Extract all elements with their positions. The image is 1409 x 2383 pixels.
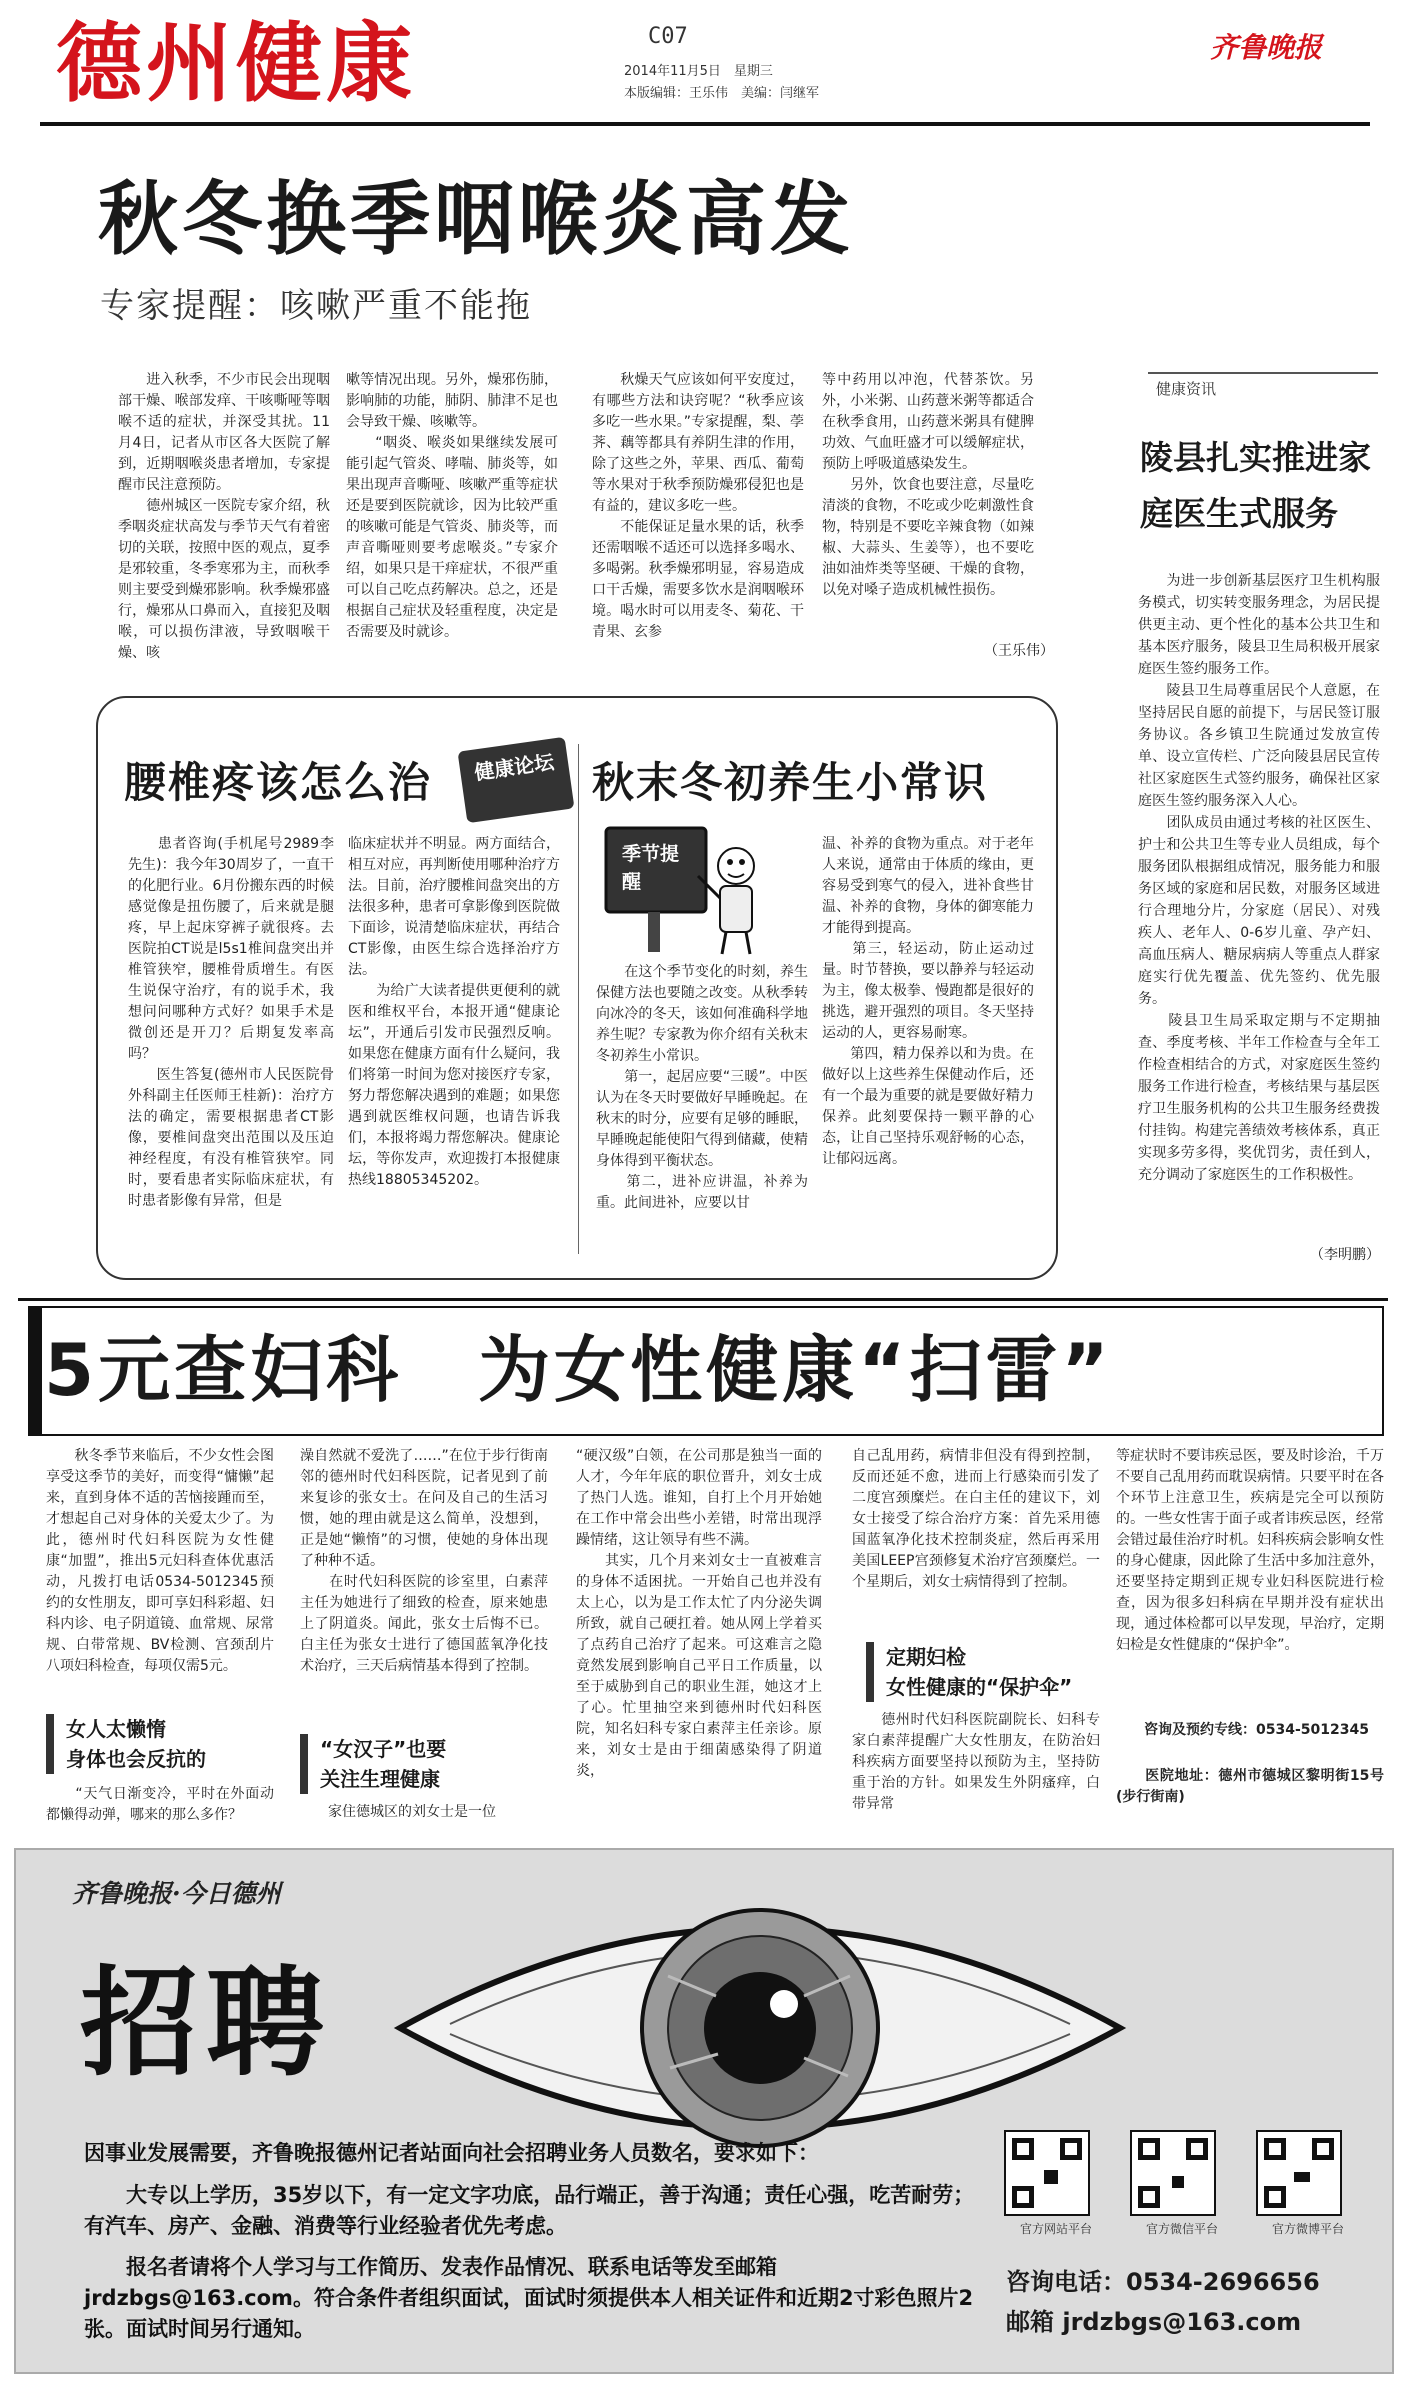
story2-address-line: 医院地址：德州市德城区黎明街15号(步行街南) <box>1116 1768 1384 1805</box>
sidebar-rule <box>1148 372 1378 374</box>
masthead-title: 德州健康 <box>56 14 416 114</box>
story-column-2: 嗽等情况出现。另外，燥邪伤肺，影响肺的功能，肺阴、肺津不足也会导致干燥、咳嗽等。 “咽炎、喉炎如果继续发展可能引起气管炎、哮喘、肺炎等，如果出现声音嘶哑、咳嗽严重等症状还是要到医院就诊，因为比较严重的咳嗽可能是气管炎、肺炎等，而声音嘶哑则要考虑喉炎。”专家介绍，如果只是干痒症状，不很严重可以自己吃点药解决。总之，还是根据自己症状及轻重程度，决定是否需要及时就诊。 <box>346 372 558 640</box>
ad-requirements: 大专以上学历，35岁以下，有一定文字功底，品行端正，善于沟通；责任心强，吃苦耐劳；有汽车、房产、金融、消费等行业经验者优先考虑。 <box>84 2183 975 2238</box>
qr-website <box>1004 2130 1108 2237</box>
sidebar-body: 为进一步创新基层医疗卫生机构服务模式，切实转变服务理念，为居民提供更主动、更个性化的基本公共卫生和基本医疗服务，陵县卫生局积极开展家庭医生签约服务工作。 陵县卫生局尊重居民个人意愿，在坚持居民自愿的前提下，与居民签订服务协议。各乡镇卫生院通过发放宣传单、设立宣传栏、广泛向陵县居民宣传社区家庭医生式签约服务，确保社区家庭医生签约服务深入人心。 团队成员由通过考核的社区医生、护士和公共卫生等专业人员组成，每个服务团队根据组成情况，服务能力和服务区域的家庭和居民数，对服务区域进行合理地分片，分家庭（居民）、对残疾人、老年人、0-6岁儿童、孕产妇、高血压病人、糖尿病病人等重点人群家庭实行优先覆盖、优先签约、优先服务。 陵县卫生局采取定期与不定期抽查、季度考核、半年工作检查与全年工作检查相结合的方式，对家庭医生签约服务工作进行检查，考核结果与基层医疗卫生服务机构的公共卫生服务经费拨付挂钩。构建完善绩效考核体系，真正实现多劳多得，奖优罚劣，责任到人，充分调动了家庭医生的工作积极性。 <box>1138 573 1380 1183</box>
qr-code-icon <box>1256 2130 1342 2216</box>
story2-column-4b: 德州时代妇科医院副院长、妇科专家白素萍提醒广大女性朋友，在防治妇科疾病方面要坚持以预防为主，坚持防重于治的方针。如果发生外阴瘙痒，白带异常 <box>852 1712 1100 1812</box>
story-byline: （王乐伟） <box>984 643 1054 659</box>
qr-website-label: 官方网站平台 <box>1019 2222 1092 2236</box>
story2-column-2b: 家住德城区的刘女士是一位 <box>300 1804 496 1820</box>
story2-consult-line: 咨询及预约专线：0534-5012345 <box>1116 1722 1369 1738</box>
story-column-3: 秋燥天气应该如何平安度过，有哪些方法和诀窍呢？“秋季应该多吃一些水果。”专家提醒，梨、荸荠、藕等都具有养阴生津的作用，除了这些之外，苹果、西瓜、葡萄等水果对于秋季预防燥邪侵犯也是有益的，建议多吃一些。 不能保证足量水果的话，秋季还需咽喉不适还可以选择多喝水、多喝粥。秋季燥邪明显，容易造成口干舌燥，需要多饮水是润咽喉环境。喝水时可以用麦冬、菊花、干青果、玄参 <box>592 372 804 640</box>
story2-headline: 5元查妇科 为女性健康“扫雷” <box>44 1328 1113 1412</box>
box-right-column-2: 温、补养的食物为重点。对于老年人来说，通常由于体质的缘由，更容易受到寒气的侵入，进补食些甘温、补养的食物，身体的御寒能力才能得到提高。 第三，轻运动，防止运动过量。时节替换，要以静养与轻运动为主，像太极拳、慢跑都是很好的挑选，避开强烈的项目。冬天坚持运动的人，更容易耐寒。 第四，精力保养以和为贵。在做好以上这些养生保健动作后，还有一个最为重要的就是要做好精力保养。此刻要保持一颗平静的心态，让自己坚持乐观舒畅的心态，让郁闷远离。 <box>822 836 1034 1167</box>
ad-title: 招聘 <box>80 1954 333 2092</box>
qr-weibo-label: 官方微博平台 <box>1271 2222 1344 2236</box>
box-headline-right: 秋末冬初养生小常识 <box>592 758 989 807</box>
ad-brand: 齐鲁晚报·今日德州 <box>72 1879 281 1908</box>
story2-column-3: “硬汉级”白领，在公司那是独当一面的人才，今年年底的职位晋升，刘女士成了热门人选。谁知，自打上个月开始她在工作中常会出些小差错，时常出现浮躁情绪，这让领导有些不满。 其实，几个月来刘女士一直被难言的身体不适困扰。一开始自己也并没有太上心，以为是工作太忙了内分泌失调所致，就自己硬扛着。她从网上学着买了点药自己治疗了起来。可这难言之隐竟然发展到影响自己平日工作质量，以至于威胁到自己的职业生涯，她这才上了心。忙里抽空来到德州时代妇科医院，知名妇科专家白素萍主任亲诊。原来，刘女士是由于细菌感染得了阴道炎， <box>576 1448 822 1779</box>
qr-code-group <box>1004 2130 1384 2236</box>
ad-email: 邮箱 jrdzbgs@163.com <box>1006 2308 1302 2336</box>
story2-column-4: 自己乱用药，病情非但没有得到控制，反而还延不愈，进而上行感染而引发了二度宫颈糜烂。在白主任的建议下，刘女士接受了综合治疗方案：首先采用德国蓝氧净化技术控制炎症，然后再采用美国LEEP宫颈修复术治疗宫颈糜烂。一个星期后，刘女士病情得到了控制。 <box>852 1448 1100 1590</box>
sidebar-tag: 健康资讯 <box>1156 380 1217 398</box>
season-reminder-badge <box>602 820 772 960</box>
qr-wechat <box>1130 2130 1234 2237</box>
story2-column-2: 澡自然就不爱洗了……”在位于步行街南邻的德州时代妇科医院，记者见到了前来复诊的张女士。在问及自己的生活习惯，她的理由就是这么简单，没想到，正是她“懒惰”的习惯，使她的身体出现了种种不适。 在时代妇科医院的诊室里，白素萍主任为她进行了细致的检查，原来她患上了阴道炎。闻此，张女士后悔不已。白主任为张女士进行了德国蓝氧净化技术治疗，三天后病情基本得到了控制。 <box>300 1448 548 1674</box>
story-column-1: 进入秋季，不少市民会出现咽部干燥、喉部发痒、干咳嘶哑等咽喉不适的症状，并深受其扰。11月4日，记者从市区各大医院了解到，近期咽喉炎患者增加，专家提醒市民注意预防。 德州城区一医院专家介绍，秋季咽炎症状高发与季节天气有着密切的关联，按照中医的观点，夏季是邪较重，冬季寒邪为主，而秋季则主要受到燥邪影响。秋季燥邪盛行，燥邪从口鼻而入，直接犯及咽喉，可以损伤津液，导致咽喉干燥、咳 <box>118 372 330 661</box>
issue-editors: 本版编辑：王乐伟 美编：闫继军 <box>624 86 820 101</box>
page-number: C07 <box>648 24 688 49</box>
issue-date: 2014年11月5日 星期三 <box>624 64 773 79</box>
qr-code-icon <box>1004 2130 1090 2216</box>
season-badge-label: 季节提醒 <box>622 843 680 893</box>
ad-application: 报名者请将个人学习与工作简历、发表作品情况、联系电话等发至邮箱jrdzbgs@163.com。符合条件者组织面试，面试时须提供本人相关证件和近期2寸彩色照片2张。面试时间另行通知。 <box>84 2255 974 2341</box>
story2-subhead-3: 定期妇检 女性健康的“保护伞” <box>866 1642 1100 1702</box>
story-headline: 秋冬换季咽喉炎高发 <box>98 173 854 266</box>
masthead-rule <box>40 122 1370 126</box>
story2-column-5: 等症状时不要讳疾忌医，要及时诊治，千万不要自己乱用药而耽误病情。只要平时在各个环节上注意卫生，疾病是完全可以预防的。一些女性害于面子或者讳疾忌医，经常会错过最佳治疗时机。妇科疾病会影响女性的身心健康，因此除了生活中多加注意外，还要坚持定期到正规专业妇科医院进行检查，因为很多妇科病在早期并没有症状出现，通过体检都可以早发现，早治疗，定期妇检是女性健康的“保护伞”。 <box>1116 1448 1384 1653</box>
box-divider <box>578 744 579 1254</box>
ad-intro: 因事业发展需要，齐鲁晚报德州记者站面向社会招聘业务人员数名，要求如下： <box>84 2141 819 2165</box>
story-column-4: 等中药用以冲泡，代替茶饮。另外，小米粥、山药薏米粥等都适合在秋季食用，山药薏米粥具有健脾功效、气血旺盛才可以缓解症状，预防上呼吸道感染发生。 另外，饮食也要注意，尽量吃清淡的食物，不吃或少吃刺激性食物，特别是不要吃辛辣食物（如辣椒、大蒜头、生姜等），也不要吃油如油炸类等坚硬、干燥的食物，以免对嗓子造成机械性损伤。 <box>822 372 1034 598</box>
box-right-column-1: 在这个季节变化的时刻，养生保健方法也要随之改变。从秋季转向冰冷的冬天，该如何准确科学地养生呢？专家教为你介绍有关秋末冬初养生小常识。 第一，起居应要“三暖”。中医认为在冬天时要做好早睡晚起。在秋末的时分，应要有足够的睡眠，早睡晚起能使阳气得到储藏，使精身体得到平衡状态。 第二，进补应讲温，补养为重。此间进补，应要以甘 <box>596 964 808 1211</box>
sidebar-headline: 陵县扎实推进家庭医生式服务 <box>1140 438 1371 533</box>
sidebar-byline: （李明鹏） <box>1310 1247 1380 1263</box>
story2-column-1: 秋冬季节来临后，不少女性会图享受这季节的美好，而变得“慵懒”起来，直到身体不适的苦恼接踵而至，才想起自己对身体的关爱太少了。为此，德州时代妇科医院为女性健康“加盟”，推出5元妇科查体优惠活动，凡拨打电话0534-5012345预约的女性朋友，即可享妇科彩超、妇科内诊、电子阴道镜、血常规、尿常规、白带常规、BV检测、宫颈刮片八项妇科检查，每项仅需5元。 <box>46 1448 274 1674</box>
story2-column-1b: “天气日渐变冷，平时在外面动都懒得动弹，哪来的那么多作？ <box>46 1786 274 1823</box>
box-left-column-2: 临床症状并不明显。两方面结合，相互对应，再判断使用哪种治疗方法。目前，治疗腰椎间盘突出的方法很多种，患者可拿影像到医院做下面诊，说清楚临床症状，再结合CT影像，由医生综合选择治疗方法。 为给广大读者提供更便利的就医和维权平台，本报开通“健康论坛”，开通后引发市民强烈反响。如果您在健康方面有什么疑问，我们将第一时间为您对接医疗专家，努力帮您解决遇到的难题；如果您遇到就医维权问题，也请告诉我们，本报将竭力帮您解决。健康论坛，等你发声，欢迎拨打本报健康热线18805345202。 <box>348 836 560 1188</box>
story2-subhead-2: “女汉子”也要 关注生理健康 <box>300 1734 548 1794</box>
banner-rule <box>18 1298 1388 1301</box>
qr-code-icon <box>1130 2130 1216 2216</box>
brand-logo: 齐鲁晚报 <box>1210 31 1323 64</box>
health-forum-badge: 健康论坛 <box>458 737 575 823</box>
qr-wechat-label: 官方微信平台 <box>1145 2222 1218 2236</box>
box-headline-left: 腰椎疼该怎么治 <box>124 758 433 807</box>
story2-subhead-1: 女人太懒惰 身体也会反抗的 <box>46 1714 274 1774</box>
qr-weibo <box>1256 2130 1360 2237</box>
story-subhead: 专家提醒：咳嗽严重不能拖 <box>100 286 532 326</box>
ad-phone: 咨询电话：0534-2696656 <box>1006 2268 1320 2296</box>
box-left-column-1: 患者咨询(手机尾号2989李先生)：我今年30周岁了，一直干的化肥行业。6月份搬东西的时候感觉像是扭伤腰了，后来就是腿疼，早上起床穿裤子就很疼。去医院拍CT说是l5s1椎间盘突出并椎管狭窄，腰椎骨质增生。有医生说保守治疗，有的说手术，我想问问哪种方式好？如果手术是微创还是开刀？后期复发率高吗？ 医生答复(德州市人民医院骨外科副主任医师王桂新)：治疗方法的确定，需要根据患者CT影像，要椎间盘突出范围以及压迫神经程度，有没有椎管狭窄。同时，要看患者实际临床症状，有时患者影像有异常，但是 <box>128 836 334 1209</box>
